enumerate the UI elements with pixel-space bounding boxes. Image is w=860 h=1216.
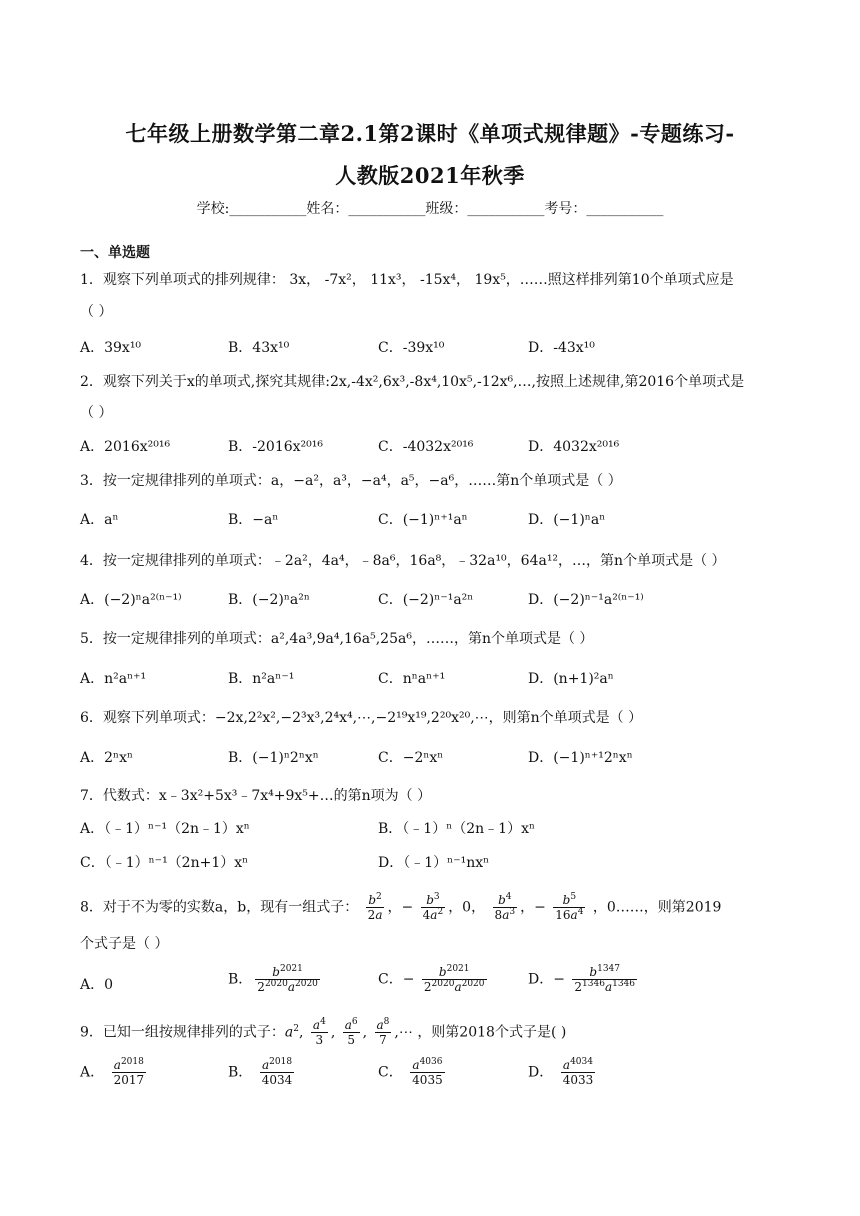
q4-option-c[interactable]: C．(−2)ⁿ⁻¹a²ⁿ — [378, 592, 474, 608]
q6-option-a[interactable]: A．2ⁿxⁿ — [80, 750, 134, 766]
question-5-stem: 5．按一定规律排列的单项式：a²,4a³,9a⁴,16a⁵,25a⁶，……，第n个单项式是（ ） — [80, 631, 594, 647]
title-line-2: 人教版2021年秋季 — [335, 163, 525, 188]
q4-option-a[interactable]: A．(−2)ⁿa²⁽ⁿ⁻¹⁾ — [80, 592, 182, 608]
q1-option-d[interactable]: D．-43x¹⁰ — [528, 340, 595, 356]
q7-option-a[interactable]: A．（﹣1）ⁿ⁻¹（2n﹣1）xⁿ — [80, 821, 250, 837]
q8-option-a[interactable]: A．0 — [80, 977, 114, 993]
q2-option-a[interactable]: A．2016x²⁰¹⁶ — [80, 439, 171, 455]
q9-option-d[interactable]: D． $\frac{a^{4034}}{4033}$ — [528, 1057, 594, 1087]
q6-option-d[interactable]: D．(−1)ⁿ⁺¹2ⁿxⁿ — [528, 750, 633, 766]
q4-option-d[interactable]: D．(−2)ⁿ⁻¹a²⁽ⁿ⁻¹⁾ — [528, 592, 644, 608]
question-8-stem-2: 个式子是（ ） — [80, 936, 169, 952]
q8-option-c[interactable]: C．− $\frac{b^{2021}}{2^{2020}a^{2020}}$ — [378, 964, 485, 994]
q5-option-a[interactable]: A．n²aⁿ⁺¹ — [80, 671, 147, 687]
fraction: $\frac{b^3}{4a^2}$ — [422, 892, 444, 922]
q1-option-a[interactable]: A．39x¹⁰ — [80, 340, 142, 356]
q8-stem-text: 8．对于不为零的实数a，b，现有一组式子： — [80, 899, 359, 916]
fraction: $\frac{b^5}{16a^4}$ — [555, 892, 584, 922]
question-2-stem: 2．观察下列关于x的单项式,探究其规律:2x,-4x²,6x³,-8x⁴,10x⁵,-12x⁶,…,按照上述规律,第2016个单项式是 — [80, 374, 745, 390]
q8-option-b[interactable]: B． $\frac{b^{2021}}{2^{2020}a^{2020}}$ — [228, 964, 318, 994]
q2-option-b[interactable]: B．-2016x²⁰¹⁶ — [228, 439, 323, 455]
q9-stem-tail: ，则第2018个式子是( ) — [417, 1024, 567, 1041]
title-line-1: 七年级上册数学第二章2.1第2课时《单项式规律题》-专题练习- — [125, 121, 735, 146]
q9-stem-text: 9．已知一组按规律排列的式子： — [80, 1024, 285, 1041]
student-info-line: 学校:___________姓名：___________班级：___________考号：___________ — [196, 201, 664, 217]
q6-option-c[interactable]: C．−2ⁿxⁿ — [378, 750, 444, 766]
q5-option-c[interactable]: C．nⁿaⁿ⁺¹ — [378, 671, 446, 687]
q2-option-c[interactable]: C．-4032x²⁰¹⁶ — [378, 439, 474, 455]
q9-option-c[interactable]: C． $\frac{a^{4036}}{4035}$ — [378, 1057, 443, 1087]
q3-option-c[interactable]: C．(−1)ⁿ⁺¹aⁿ — [378, 512, 468, 528]
q1-option-b[interactable]: B．43x¹⁰ — [228, 340, 290, 356]
q5-option-b[interactable]: B．n²aⁿ⁻¹ — [228, 671, 295, 687]
fraction: $\frac{a^6}{5}$ — [344, 1017, 358, 1047]
fraction: $\frac{b^2}{2a}$ — [367, 892, 383, 922]
section-heading: 一、单选题 — [80, 245, 150, 261]
question-8-stem: 8．对于不为零的实数a，b，现有一组式子： $\frac{b^2}{2a}$ ，− $\frac{b^3}{4a^2}$ ，0， $\frac{b^4}{8a^3}$ ，− $\frac{b^5}{16a^4}$ ，0……，则第2019 — [80, 892, 722, 922]
q6-option-b[interactable]: B．(−1)ⁿ2ⁿxⁿ — [228, 750, 319, 766]
question-7-stem: 7．代数式：x﹣3x²+5x³﹣7x⁴+9x⁵+…的第n项为（ ） — [80, 788, 432, 804]
question-9-stem: 9．已知一组按规律排列的式子：$a^2$, $\frac{a^4}{3}$ , $\frac{a^6}{5}$ , $\frac{a^8}{7}$ ,⋯ ，则第2018个式子是( ) — [80, 1017, 567, 1047]
q3-option-b[interactable]: B．−aⁿ — [228, 512, 279, 528]
q7-option-d[interactable]: D．（﹣1）ⁿ⁻¹nxⁿ — [378, 855, 490, 871]
q4-option-b[interactable]: B．(−2)ⁿa²ⁿ — [228, 592, 310, 608]
q8-option-d[interactable]: D．− $\frac{b^{1347}}{2^{1346}a^{1346}}$ — [528, 964, 636, 994]
q3-option-a[interactable]: A．aⁿ — [80, 512, 119, 528]
q1-option-c[interactable]: C．-39x¹⁰ — [378, 340, 445, 356]
q2-option-d[interactable]: D．4032x²⁰¹⁶ — [528, 439, 620, 455]
question-4-stem: 4．按一定规律排列的单项式：﹣2a²，4a⁴，﹣8a⁶，16a⁸，﹣32a¹⁰，64a¹²，…，第n个单项式是（ ） — [80, 553, 726, 569]
fraction: $\frac{b^4}{8a^3}$ — [494, 892, 516, 922]
q5-option-d[interactable]: D．(n+1)²aⁿ — [528, 671, 614, 687]
fraction: $\frac{a^8}{7}$ — [376, 1017, 390, 1047]
q9-option-b[interactable]: B． $\frac{a^{2018}}{4034}$ — [228, 1057, 293, 1087]
question-3-stem: 3．按一定规律排列的单项式：a，−a²，a³，−a⁴，a⁵，−a⁶，……第n个单项式是（ ） — [80, 473, 622, 489]
q7-option-b[interactable]: B．（﹣1）ⁿ（2n﹣1）xⁿ — [378, 821, 536, 837]
q9-option-a[interactable]: A． $\frac{a^{2018}}{2017}$ — [80, 1057, 145, 1087]
q8-stem-tail: ，0……，则第2019 — [592, 899, 722, 916]
q7-option-c[interactable]: C．（﹣1）ⁿ⁻¹（2n+1）xⁿ — [80, 855, 249, 871]
question-2-paren: （ ） — [80, 405, 113, 421]
question-1-paren: （ ） — [80, 304, 113, 320]
question-6-stem: 6．观察下列单项式：−2x,2²x²,−2³x³,2⁴x⁴,⋯,−2¹⁹x¹⁹,2²⁰x²⁰,⋯，则第n个单项式是（ ） — [80, 710, 643, 726]
question-1-stem: 1．观察下列单项式的排列规律： 3x， -7x²， 11x³， -15x⁴， 19x⁵，……照这样排列第10个单项式应是 — [80, 272, 734, 288]
fraction: $\frac{a^4}{3}$ — [312, 1017, 326, 1047]
q3-option-d[interactable]: D．(−1)ⁿaⁿ — [528, 512, 606, 528]
